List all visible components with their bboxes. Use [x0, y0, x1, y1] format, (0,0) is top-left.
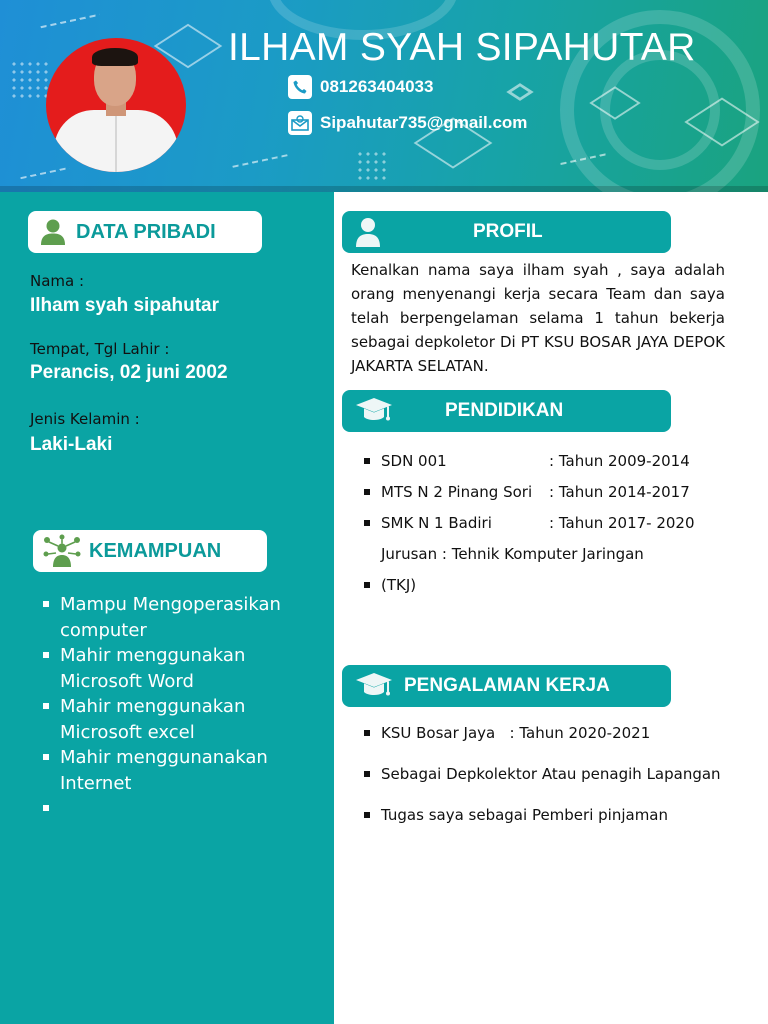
nama-value: Ilham syah sipahutar: [30, 295, 220, 316]
profil-heading: PROFIL: [342, 211, 671, 253]
list-item: MTS N 2 Pinang Sori : Tahun 2014-2017: [362, 483, 695, 514]
kemampuan-heading: KEMAMPUAN: [33, 530, 267, 572]
list-item: KSU Bosar Jaya : Tahun 2020-2021: [362, 724, 721, 765]
person-icon: [354, 216, 382, 253]
header-banner: [0, 0, 768, 192]
data-pribadi-heading: DATA PRIBADI: [28, 211, 262, 253]
jk-value: Laki-Laki: [30, 434, 113, 455]
education-list: [362, 452, 695, 607]
jurusan-line: Jurusan : Tehnik Komputer Jaringan: [381, 545, 644, 563]
person-icon: [38, 218, 68, 246]
list-item: SDN 001 : Tahun 2009-2014: [362, 452, 695, 483]
graduation-cap-icon: [354, 395, 394, 432]
list-item: Sebagai Depkolektor Atau penagih Lapangan: [362, 765, 721, 806]
list-item: Mahir menggunanakan Internet: [40, 745, 310, 796]
full-name: ILHAM SYAH SIPAHUTAR: [228, 26, 696, 69]
experience-list: [362, 724, 721, 847]
email-address: Sipahutar735@gmail.com: [320, 113, 528, 132]
phone-number: 081263404033: [320, 77, 434, 96]
network-person-icon: [43, 534, 81, 568]
profile-photo: [46, 38, 186, 172]
pendidikan-heading: PENDIDIKAN: [342, 390, 671, 432]
list-item: Tugas saya sebagai Pemberi pinjaman: [362, 806, 721, 847]
list-item: SMK N 1 Badiri : Tahun 2017- 2020: [362, 514, 695, 545]
decor-dash: [232, 154, 287, 168]
decor-diamond: [506, 83, 533, 101]
decor-dash: [40, 14, 99, 28]
list-item: (TKJ): [362, 576, 695, 607]
jk-label: Jenis Kelamin :: [30, 410, 140, 428]
phone-icon: [288, 75, 312, 99]
ttl-value: Perancis, 02 juni 2002: [30, 362, 228, 383]
ttl-label: Tempat, Tgl Lahir :: [30, 340, 170, 358]
skills-list: [40, 592, 310, 796]
list-item: Mahir menggunakan Microsoft Word: [40, 643, 310, 694]
decor-dots: [10, 60, 50, 100]
graduation-cap-icon: [354, 670, 394, 707]
list-item: Mampu Mengoperasikan computer: [40, 592, 310, 643]
phone-contact: [288, 75, 433, 99]
nama-label: Nama :: [30, 272, 85, 290]
list-item: Mahir menggunakan Microsoft excel: [40, 694, 310, 745]
email-contact: [288, 111, 527, 135]
decor-dots: [356, 150, 388, 182]
email-icon: [288, 111, 312, 135]
pengalaman-heading: PENGALAMAN KERJA: [342, 665, 671, 707]
profile-paragraph: Kenalkan nama saya ilham syah , saya adalah orang menyenangi kerja secara Team dan saya telah berpengelaman selama 1 tahun bekerja sebagai depkoletor Di PT KSU BOSAR JAYA DEPOK JAKARTA SELATAN.: [351, 261, 725, 375]
